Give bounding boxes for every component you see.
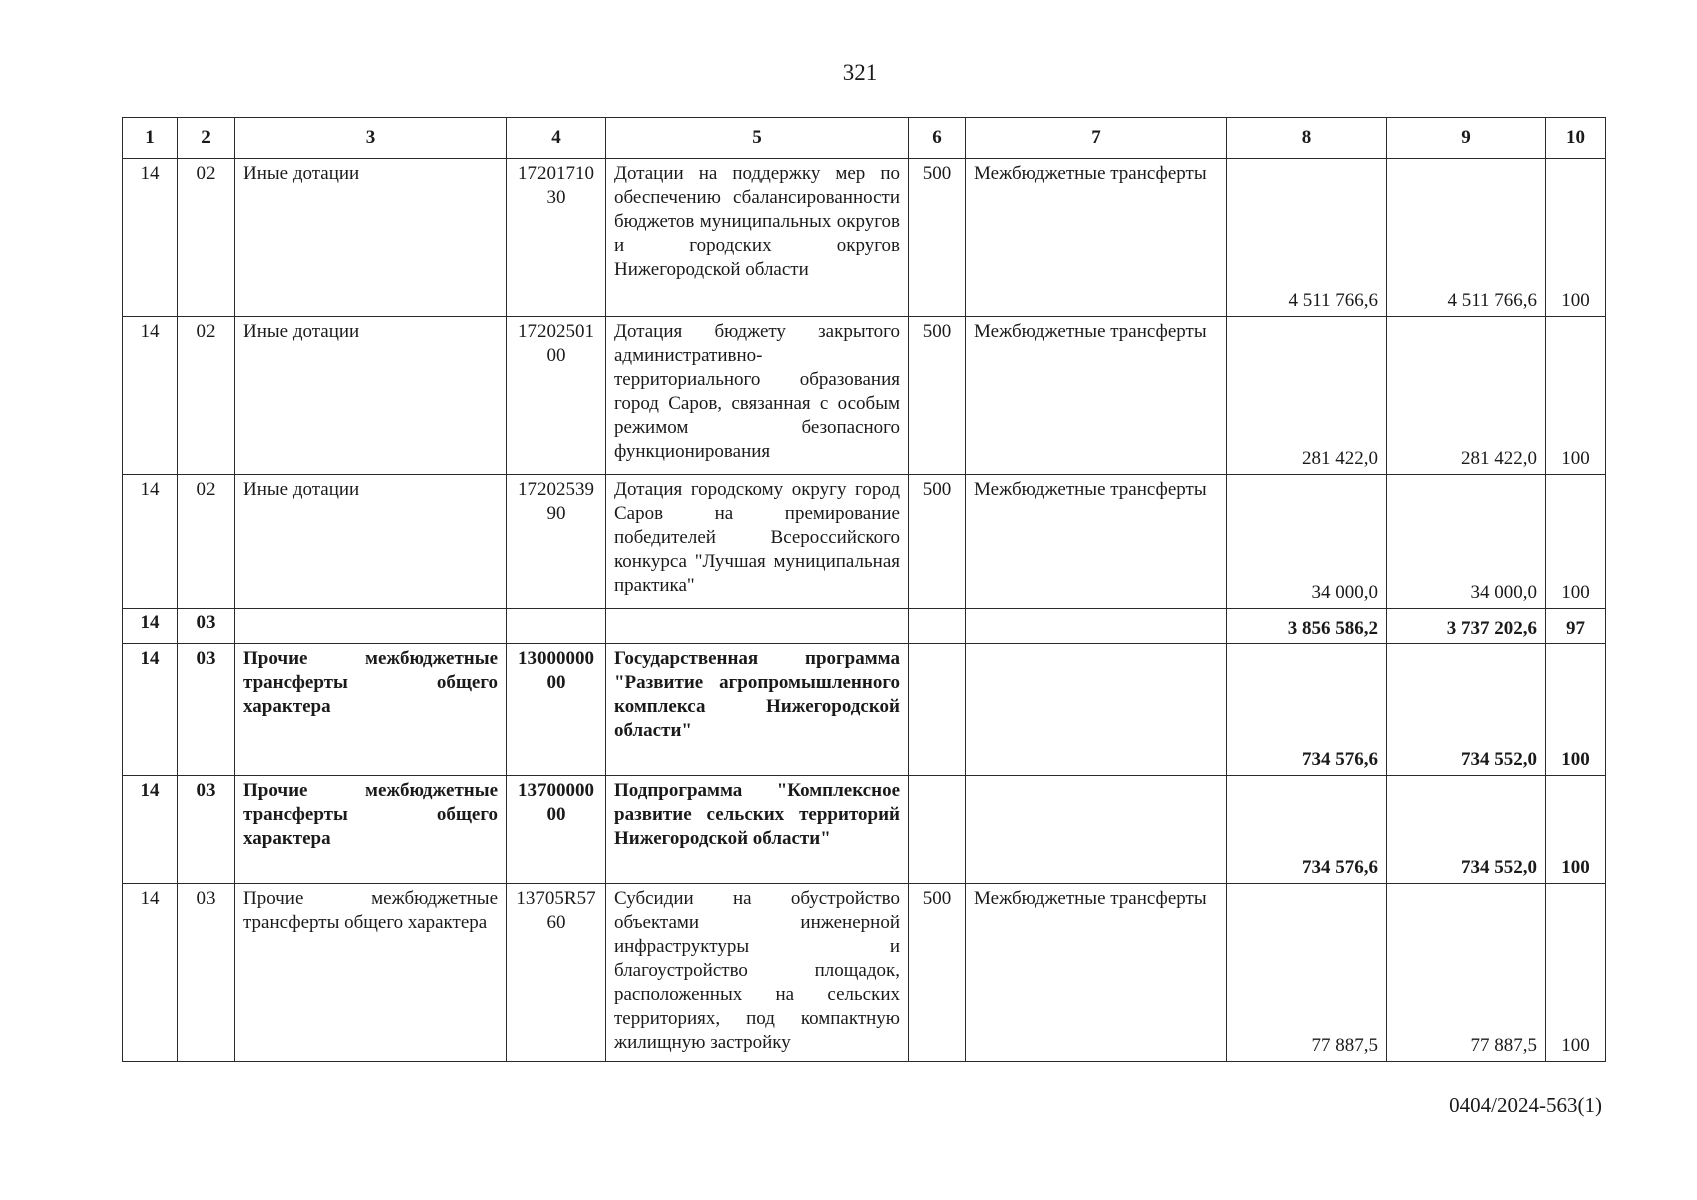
expense-type-code xyxy=(909,776,966,884)
executed-amount: 3 737 202,6 xyxy=(1387,609,1546,644)
expense-type-code xyxy=(909,609,966,644)
subsection-name: Иные дотации xyxy=(235,475,507,609)
execution-percent: 100 xyxy=(1546,475,1606,609)
section-code: 14 xyxy=(123,159,178,317)
section-code: 14 xyxy=(123,317,178,475)
planned-amount: 281 422,0 xyxy=(1227,317,1387,475)
column-header-3: 3 xyxy=(235,118,507,159)
execution-percent: 100 xyxy=(1546,644,1606,776)
table-row xyxy=(123,776,1606,884)
table-row xyxy=(123,884,1606,1062)
expense-type-code: 500 xyxy=(909,159,966,317)
subsection-name: Иные дотации xyxy=(235,317,507,475)
column-header-6: 6 xyxy=(909,118,966,159)
planned-amount: 734 576,6 xyxy=(1227,644,1387,776)
subsection-code: 03 xyxy=(178,609,235,644)
expense-type-name xyxy=(966,776,1227,884)
column-header-7: 7 xyxy=(966,118,1227,159)
target-article-name: Субсидии на обустройство объектами инженерной инфраструктуры и благоустройство площадок, расположенных на сельских территориях, под компактную жилищную застройку xyxy=(606,884,909,1062)
execution-percent: 97 xyxy=(1546,609,1606,644)
execution-percent: 100 xyxy=(1546,317,1606,475)
execution-percent: 100 xyxy=(1546,159,1606,317)
column-header-4: 4 xyxy=(507,118,606,159)
column-header-2: 2 xyxy=(178,118,235,159)
subsection-code: 02 xyxy=(178,475,235,609)
expense-type-name: Межбюджетные трансферты xyxy=(966,884,1227,1062)
table-row xyxy=(123,644,1606,776)
target-article-code: 1720171030 xyxy=(507,159,606,317)
header-row xyxy=(123,118,1606,159)
column-header-5: 5 xyxy=(606,118,909,159)
expense-type-name: Межбюджетные трансферты xyxy=(966,317,1227,475)
document-code: 0404/2024-563(1) xyxy=(1449,1093,1602,1117)
executed-amount: 34 000,0 xyxy=(1387,475,1546,609)
section-code: 14 xyxy=(123,884,178,1062)
expense-type-code: 500 xyxy=(909,884,966,1062)
column-header-10: 10 xyxy=(1546,118,1606,159)
planned-amount: 3 856 586,2 xyxy=(1227,609,1387,644)
target-article-name: Подпрограмма "Комплексное развитие сельских территорий Нижегородской области" xyxy=(606,776,909,884)
planned-amount: 734 576,6 xyxy=(1227,776,1387,884)
target-article-name: Государственная программа "Развитие агропромышленного комплекса Нижегородской области" xyxy=(606,644,909,776)
table-row xyxy=(123,317,1606,475)
target-article-name: Дотация городскому округу город Саров на премирование победителей Всероссийского конкурса "Лучшая муниципальная практика" xyxy=(606,475,909,609)
executed-amount: 281 422,0 xyxy=(1387,317,1546,475)
target-article-code: 1720253990 xyxy=(507,475,606,609)
executed-amount: 734 552,0 xyxy=(1387,644,1546,776)
page-number: 321 xyxy=(842,60,878,85)
table-row xyxy=(123,159,1606,317)
target-article-name xyxy=(606,609,909,644)
target-article-code: 1720250100 xyxy=(507,317,606,475)
expense-type-name xyxy=(966,609,1227,644)
subsection-code: 03 xyxy=(178,776,235,884)
subsection-code: 02 xyxy=(178,317,235,475)
expense-type-name: Межбюджетные трансферты xyxy=(966,475,1227,609)
target-article-name: Дотации на поддержку мер по обеспечению сбалансированности бюджетов муниципальных округов и городских округов Нижегородской области xyxy=(606,159,909,317)
execution-percent: 100 xyxy=(1546,884,1606,1062)
planned-amount: 34 000,0 xyxy=(1227,475,1387,609)
column-header-8: 8 xyxy=(1227,118,1387,159)
column-header-9: 9 xyxy=(1387,118,1546,159)
expense-type-name: Межбюджетные трансферты xyxy=(966,159,1227,317)
table-row xyxy=(123,475,1606,609)
section-code: 14 xyxy=(123,644,178,776)
section-code: 14 xyxy=(123,609,178,644)
subsection-name: Иные дотации xyxy=(235,159,507,317)
target-article-code: 1370000000 xyxy=(507,776,606,884)
execution-percent: 100 xyxy=(1546,776,1606,884)
column-header-1: 1 xyxy=(123,118,178,159)
expense-type-code: 500 xyxy=(909,317,966,475)
subsection-name: Прочие межбюджетные трансферты общего характера xyxy=(235,884,507,1062)
subsection-name xyxy=(235,609,507,644)
executed-amount: 734 552,0 xyxy=(1387,776,1546,884)
target-article-code: 1300000000 xyxy=(507,644,606,776)
subsection-name: Прочие межбюджетные трансферты общего характера xyxy=(235,776,507,884)
planned-amount: 4 511 766,6 xyxy=(1227,159,1387,317)
expense-type-code xyxy=(909,644,966,776)
subsection-code: 03 xyxy=(178,884,235,1062)
subsection-code: 02 xyxy=(178,159,235,317)
expense-type-code: 500 xyxy=(909,475,966,609)
subtotal-row xyxy=(123,609,1606,644)
section-code: 14 xyxy=(123,475,178,609)
section-code: 14 xyxy=(123,776,178,884)
executed-amount: 4 511 766,6 xyxy=(1387,159,1546,317)
expense-type-name xyxy=(966,644,1227,776)
executed-amount: 77 887,5 xyxy=(1387,884,1546,1062)
subsection-name: Прочие межбюджетные трансферты общего характера xyxy=(235,644,507,776)
target-article-code: 13705R5760 xyxy=(507,884,606,1062)
subsection-code: 03 xyxy=(178,644,235,776)
target-article-name: Дотация бюджету закрытого административно-территориального образования город Саров, связанная с особым режимом безопасного функционирования xyxy=(606,317,909,475)
target-article-code xyxy=(507,609,606,644)
budget-table xyxy=(122,117,1606,1062)
planned-amount: 77 887,5 xyxy=(1227,884,1387,1062)
budget-table-container xyxy=(122,117,1605,1062)
